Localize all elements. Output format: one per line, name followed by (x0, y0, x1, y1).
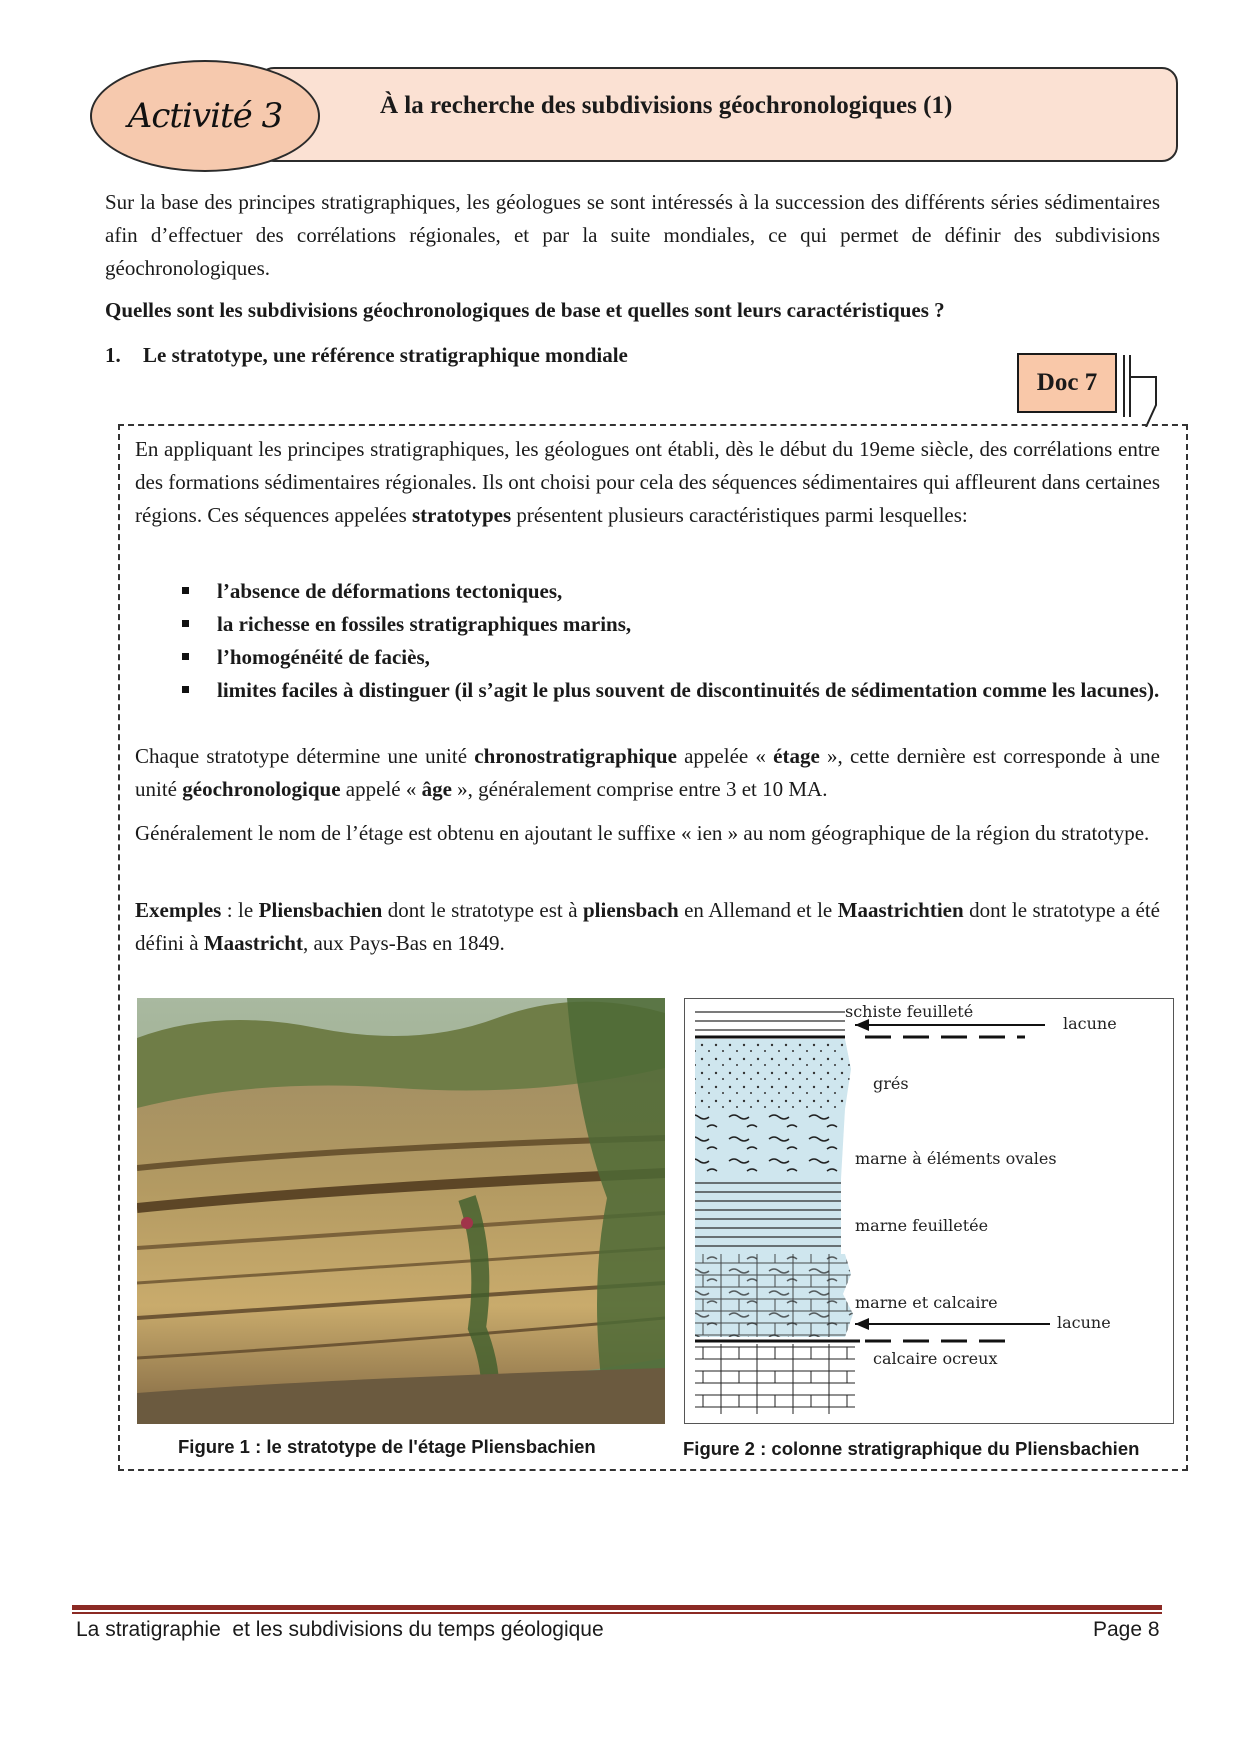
doc-corner-ornament (1122, 355, 1162, 427)
figure-1-caption: Figure 1 : le stratotype de l'étage Pliensbachien (178, 1436, 596, 1457)
bold-term: pliensbach (582, 898, 679, 922)
label-calcaire: calcaire ocreux (873, 1349, 998, 1368)
text-run: en Allemand et le (678, 898, 838, 922)
doc-paragraph-3: Généralement le nom de l’étage est obtenu en ajoutant le suffixe « ien » au nom géographique de la région du stratotype. (135, 821, 1150, 845)
activity-badge (90, 60, 320, 172)
bold-term: âge (421, 777, 452, 801)
main-question: Quelles sont les subdivisions géochronologiques de base et quelles sont leurs caractéristiques ? (105, 298, 945, 322)
stratotype-photo-illustration (137, 998, 665, 1424)
activity-label: Activité 3 (127, 96, 283, 136)
bold-term: stratotypes (412, 503, 512, 527)
doc-label (1017, 353, 1117, 413)
label-schiste: schiste feuilleté (845, 1002, 974, 1021)
page-number: Page 8 (1093, 1618, 1160, 1641)
text-run: dont le stratotype est à (382, 898, 583, 922)
text-run: Chaque stratotype détermine une unité (135, 744, 475, 768)
footer-rule (72, 1605, 1162, 1610)
list-item: l’absence de déformations tectoniques, (135, 575, 1160, 608)
text-run: présentent plusieurs caractéristiques parmi lesquelles: (511, 503, 968, 527)
bold-term: Maastricht (203, 931, 303, 955)
label-lacune-top: lacune (1063, 1014, 1117, 1033)
page-title: À la recherche des subdivisions géochronologiques (1) (380, 92, 953, 119)
text-run: , aux Pays-Bas en 1849. (302, 931, 505, 955)
bold-term: étage (773, 744, 820, 768)
text-run: dont le stratotype a été défini à (135, 898, 1160, 955)
doc-paragraph-2 (135, 740, 1160, 806)
doc-label-text: Doc 7 (1036, 369, 1098, 396)
label-gres: grés (873, 1074, 909, 1093)
footer-rule-thin (72, 1612, 1162, 1614)
list-item: l’homogénéité de faciès, (135, 641, 1160, 674)
doc-paragraph-1 (135, 433, 1160, 532)
text-run: appelé « (340, 777, 422, 801)
stratigraphic-column-figure (684, 998, 1174, 1424)
section-title: Le stratotype, une référence stratigraphique mondiale (143, 343, 628, 367)
text-run: : le (221, 898, 259, 922)
layer-calcaire (695, 1344, 855, 1414)
section-heading (105, 343, 628, 368)
doc-paragraph-examples (135, 894, 1160, 960)
label-lacune-bottom: lacune (1057, 1313, 1111, 1332)
bold-term: Maastrichtien (837, 898, 964, 922)
label-marne-calcaire: marne et calcaire (855, 1293, 998, 1312)
stratotype-photo (137, 998, 665, 1424)
list-item: limites faciles à distinguer (il s’agit le plus souvent de discontinuités de sédimentation comme les lacunes). (135, 674, 1160, 707)
text-run: appelée « (676, 744, 774, 768)
bold-term: chronostratigraphique (474, 744, 677, 768)
list-item: la richesse en fossiles stratigraphiques marins, (135, 608, 1160, 641)
bold-term: géochronologique (182, 777, 341, 801)
characteristics-list (135, 575, 1160, 707)
bold-term: Pliensbachien (258, 898, 383, 922)
text-run: En appliquant les principes stratigraphiques, les géologues ont établi, dès le début du 19eme siècle, des corrélations entre des formations sédimentaires régionales. Ils ont choisi pour cela des séquences sédimentaires qui affleurent dans certaines régions. Ces séquences appelées (135, 437, 1160, 527)
text-run: », cette dernière est corresponde à une unité (135, 744, 1160, 801)
label-marne-feuilletee: marne feuilletée (855, 1216, 989, 1235)
label-marne-ovales: marne à éléments ovales (855, 1149, 1057, 1168)
bold-term: Exemples (135, 898, 222, 922)
stratigraphic-column-diagram (685, 999, 1175, 1425)
layer-schiste (695, 1009, 845, 1035)
section-number: 1. (105, 343, 121, 367)
figure-2-caption: Figure 2 : colonne stratigraphique du Pliensbachien (683, 1438, 1140, 1459)
footer-title: La stratigraphie et les subdivisions du temps géologique (76, 1618, 604, 1641)
text-run: », généralement comprise entre 3 et 10 MA. (451, 777, 828, 801)
intro-paragraph: Sur la base des principes stratigraphiques, les géologues se sont intéressés à la succession des différents séries sédimentaires afin d’effectuer des corrélations régionales, et par la suite mondiales, ce qui permet de définir des subdivisions géochronologiques. (105, 190, 1160, 280)
